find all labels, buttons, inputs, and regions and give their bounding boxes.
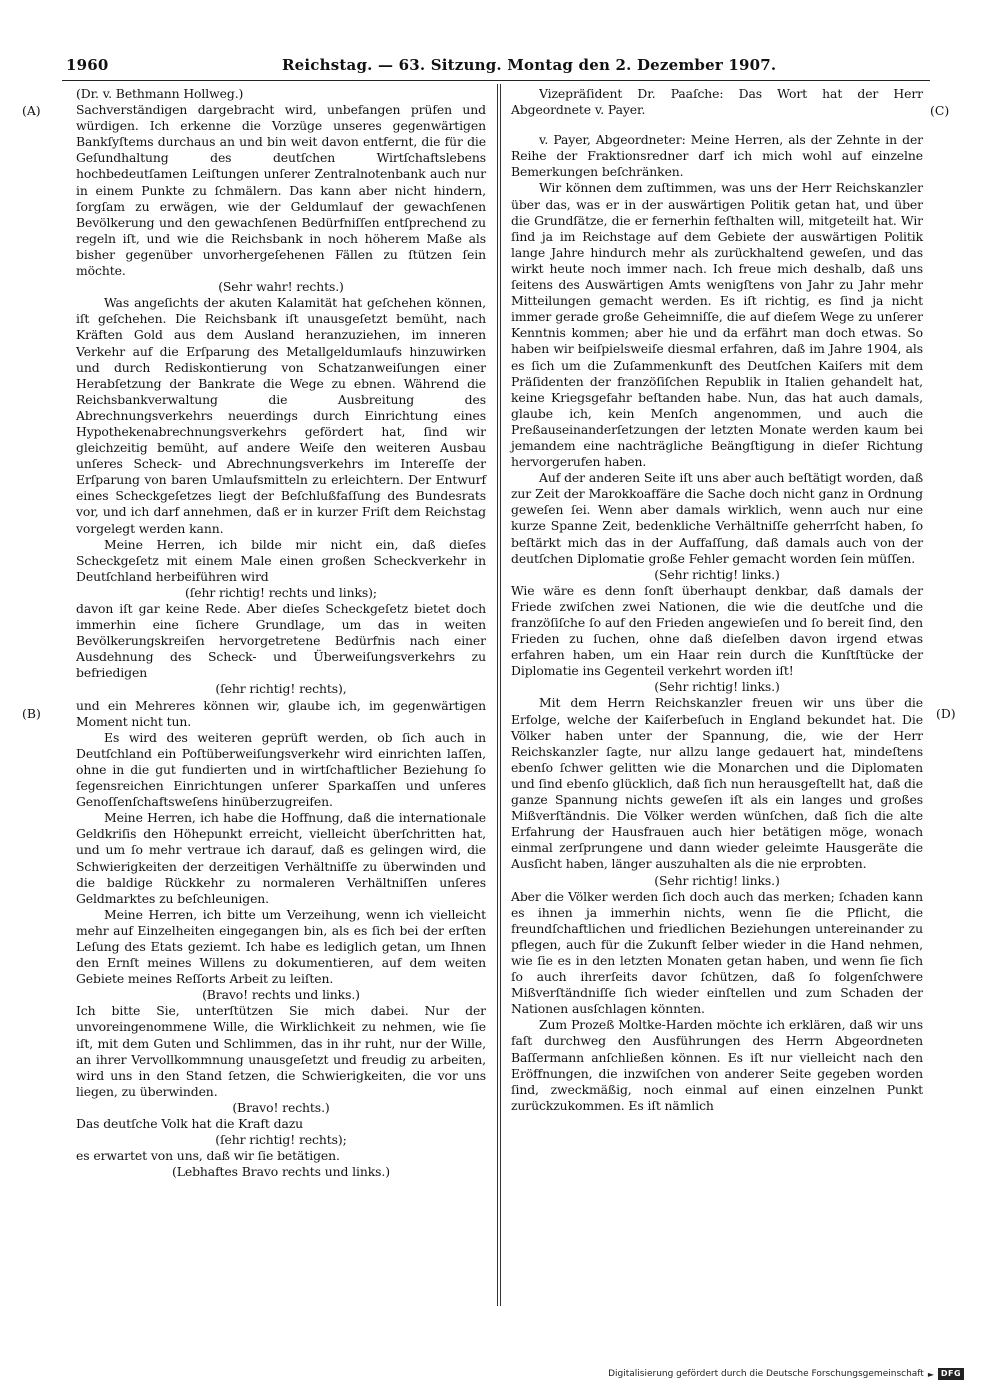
running-title: Reichstag. — 63. Sitzung. Montag den 2. Dezember 1907. xyxy=(282,56,777,74)
paragraph: Meine Herren, ich bitte um Verzeihung, wenn ich vielleicht mehr auf Einzelheiten eingegangen bin, als es ſich bei der erſten Leſung des Etats geziemt. Ich habe es lediglich getan, um Ihnen den Ernſt meines Willens zu dokumentieren, auf dem weiten Gebiete meines Reſſorts Arbeit zu leiſten. xyxy=(76,906,486,987)
paragraph: Vizepräſident Dr. Paaſche: Das Wort hat der Herr Abgeordnete v. Payer. xyxy=(511,86,923,118)
margin-marker-a: (A) xyxy=(22,103,41,118)
interjection: (Bravo! rechts und links.) xyxy=(202,987,360,1003)
paragraph: Auf der anderen Seite iſt uns aber auch beſtätigt worden, daß zur Zeit der Marokkoaffäre die Sache doch nicht ganz in Ordnung geweſen ſei. Wenn aber damals wirklich, wenn auch nur eine kurze Spanne Zeit, bedenkliche Verhältniſſe geherrſcht haben, ſo beſtärkt mich das in der Auffaſſung, daß damals auch von der deutſchen Diplomatie große Fehler gemacht worden ſein müſſen. xyxy=(511,470,923,566)
arrow-icon: ► xyxy=(927,1369,934,1379)
interjection: (ſehr richtig! rechts); xyxy=(215,1132,347,1148)
interjection: (Bravo! rechts.) xyxy=(232,1099,330,1115)
paragraph: Mit dem Herrn Reichskanzler freuen wir uns über die Erfolge, welche der Kaiſerbeſuch in England bekundet hat. Die Völker haben unter der Spannung, die, wie der Herr Reichskanzler ſagte, nur allzu lange gedauert hat, mindeſtens ebenſo ſchwer gelitten wie die Monarchen und die Diplomaten und ſind ebenſo glücklich, daß ſich nun herausgeſtellt hat, daß die ganze Spannung nichts geweſen iſt als ein langes und großes Mißverſtändnis. Die Völker werden wünſchen, daß ſich die alte Erfahrung der Hausfrauen auch hier betätigen möge, wonach einmal zerſprungene und dann wieder geleimte Hausgeräte die Ausſicht haben, länger auszuhalten als die nie erprobten. xyxy=(511,695,923,872)
paragraph: Ich bitte Sie, unterſtützen Sie mich dabei. Nur der unvoreingenommene Wille, die Wirklichkeit zu nehmen, wie ſie iſt, mit dem Guten und Schlimmen, das in ihr ruht, nur der Wille, an ihrer Vervollkommnung unausgeſetzt und freudig zu arbeiten, wird uns in den Stand ſetzen, die Schwierigkeiten, die vor uns liegen, zu überwinden. xyxy=(76,1003,486,1099)
paragraph: Meine Herren, ich bilde mir nicht ein, daß dieſes Scheckgeſetz mit einem Male einen großen Scheckverkehr in Deutſchland herbeiführen wird xyxy=(76,536,486,584)
dfg-logo: DFG xyxy=(938,1368,964,1380)
paragraph: Aber die Völker werden ſich doch auch das merken; ſchaden kann es ihnen ja immerhin nichts, wenn ſie die Pflicht, die freundſchaftlichen und friedlichen Beziehungen untereinander zu pflegen, auch für die Zukunft ſelber wieder in die Hand nehmen, wie ſie es in den letzten Monaten getan haben, und wenn ſie ſich ſo auch ihrerſeits davor ſchützen, daß ſo folgenſchwere Mißverſtändniſſe ſich wieder einſtellen und zum Schaden der Nationen ausſchlagen könnten. xyxy=(511,888,923,1017)
paragraph: Das deutſche Volk hat die Kraft dazu xyxy=(76,1116,304,1131)
right-column xyxy=(511,86,923,1114)
paragraph: Sachverständigen dargebracht wird, unbefangen prüfen und würdigen. Ich erkenne die Vorzüge unseres gegenwärtigen Bankſyſtems durchaus an und bin weit davon entfernt, die für die Geſundhaltung des deutſchen Wirtſchaftslebens hochbedeutſamen Leiſtungen unſerer Zentralnotenbank auch nur in einem Punkte zu ſchmälern. Das kann aber nicht hindern, ſorgſam zu erwägen, wie der Geldumlauf der gewachſenen Bevölkerung und den gewachſenen Bedürfniſſen entſprechend zu regeln iſt, und wie die Reichsbank in noch höherem Maße als bisher gegenüber unvorhergeſehenen Fällen zu ſtützen ſein möchte. xyxy=(76,102,486,279)
interjection: (ſehr richtig! rechts), xyxy=(215,681,347,697)
paragraph: und ein Mehreres können wir, glaube ich, im gegenwärtigen Moment nicht tun. xyxy=(76,697,486,729)
interjection: (Sehr richtig! links.) xyxy=(654,679,780,695)
paragraph: Wie wäre es denn ſonſt überhaupt denkbar, daß damals der Friede zwiſchen zwei Nationen, die wie die deutſche und die franzöſiſche ſo auf den Frieden angewieſen und ſo bereit ſind, den Frieden zu ſuchen, ohne daß dieſelben davon irgend etwas erfahren haben, um ein Haar rein durch die Kunſtſtücke der Diplomatie ins Gegenteil verkehrt worden iſt! xyxy=(511,582,923,679)
paragraph: Wir können dem zuſtimmen, was uns der Herr Reichskanzler über das, was er in der auswärtigen Politik getan hat, und über die Grundſätze, die er fernerhin feſthalten will, mitgeteilt hat. Wir ſind ja im Reichstage auf dem Gebiete der auswärtigen Politik lange Jahre hindurch mehr als zurückhaltend geweſen, und das wirkt heute noch immer nach. Ich freue mich deshalb, daß uns ſeitens des Auswärtigen Amts wenigſtens von Jahr zu Jahr mehr Mitteilungen gemacht werden. Es iſt richtig, es ſind ja nicht immer gerade große Geheimniſſe, die auf dieſem Wege zu unſerer Kenntnis kommen; aber hie und da erfährt man doch etwas. So haben wir beiſpielsweiſe diesmal erfahren, daß im Jahre 1904, als es ſich um die Zuſammenkunft des Deutſchen Kaiſers mit dem Präſidenten der franzöſiſchen Republik in Italien gehandelt hat, keine Kriegsgefahr beſtanden habe. Nun, das hat auch damals, glaube ich, kein Menſch angenommen, und auch die Preßauseinanderſetzungen der letzten Monate werden kaum bei jemandem eine nachträgliche Beängſtigung in dieſer Richtung hervorgerufen haben. xyxy=(511,180,923,470)
interjection: (Sehr wahr! rechts.) xyxy=(218,279,344,295)
interjection: (Lebhaftes Bravo rechts und links.) xyxy=(171,1164,391,1180)
margin-marker-b: (B) xyxy=(22,706,41,721)
margin-marker-c: (C) xyxy=(930,103,950,118)
paragraph: Was angeſichts der akuten Kalamität hat geſchehen können, iſt geſchehen. Die Reichsbank iſt unausgeſetzt bemüht, nach Kräften Gold aus dem Ausland heranzuziehen, im inneren Verkehr auf die Erſparung des Metallgeldumlaufs hinzuwirken und durch Rediskontierung von Schatzanweiſungen einer Herabſetzung der Bankrate die Wege zu ebnen. Während die Reichsbankverwaltung die Ausbreitung des Abrechnungsverkehrs neuerdings durch Einrichtung eines Hypothekenabrechnungsverkehrs gefördert hat, ſind wir gleichzeitig bemüht, auf andere Weiſe den weiteren Ausbau unſeres Scheck- und Abrechnungsverkehrs im Intereſſe der Erſparung von baren Umlaufsmitteln zu erleichtern. Der Entwurf eines Scheckgeſetzes liegt der Beſchlußfaſſung des Bundesrats vor, und ich darf annehmen, daß er in kurzer Friſt dem Reichstag vorgelegt werden kann. xyxy=(76,295,486,536)
column-divider xyxy=(497,84,498,1306)
paragraph: v. Payer, Abgeordneter: Meine Herren, als der Zehnte in der Reihe der Fraktionsredner darf ich mich wohl auf einzelne Bemerkungen beſchränken. xyxy=(511,132,923,180)
interjection: (ſehr richtig! rechts und links); xyxy=(185,584,377,600)
interjection: (Sehr richtig! links.) xyxy=(654,566,780,582)
paragraph: davon iſt gar keine Rede. Aber dieſes Scheckgeſetz bietet doch immerhin eine ſichere Grundlage, um das in weiten Bevölkerungskreiſen hervorgetretene Bedürfnis nach einer Ausdehnung des Scheck- und Überweiſungsverkehrs zu befriedigen xyxy=(76,601,486,681)
paragraph: Es wird des weiteren geprüft werden, ob ſich auch in Deutſchland ein Poſtüberweiſungsverkehr wird einrichten laſſen, ohne in die gut fundierten und in wirtſchaftlicher Beziehung ſo ſegensreichen Einrichtungen unſerer Sparkaſſen und unſeres Genoſſenſchaftsweſens hinüberzugreifen. xyxy=(76,729,486,810)
paragraph: Meine Herren, ich habe die Hoffnung, daß die internationale Geldkriſis den Höhepunkt erreicht, vielleicht überſchritten hat, und um ſo mehr vertraue ich darauf, daß es gelingen wird, die Schwierigkeiten der derzeitigen Verhältniſſe zu überwinden und die baldige Rückkehr zu normaleren Verhältniſſen unſeres Geldmarktes zu beſchleunigen. xyxy=(76,810,486,906)
paragraph: es erwartet von uns, daß wir ſie betätigen. xyxy=(76,1148,340,1164)
page-header xyxy=(62,52,930,81)
left-column xyxy=(76,86,486,1180)
column-divider xyxy=(500,84,501,1306)
margin-marker-d: (D) xyxy=(936,706,956,721)
page-number: 1960 xyxy=(66,56,109,74)
credit-text: Digitalisierung gefördert durch die Deutsche Forschungsgemeinschaft xyxy=(608,1369,924,1379)
speaker-tag: (Dr. v. Bethmann Hollweg.) xyxy=(76,86,244,101)
digitization-credit xyxy=(608,1368,964,1380)
interjection: (Sehr richtig! links.) xyxy=(654,872,780,888)
paragraph: Zum Prozeß Moltke-Harden möchte ich erklären, daß wir uns faſt durchweg den Ausführungen des Herrn Abgeordneten Baſſermann anſchließen können. Es iſt nur vielleicht nach den Eröffnungen, die inzwiſchen von anderer Seite gegeben worden ſind, zweckmäßig, noch einmal auf einen einzelnen Punkt zurückzukommen. Es iſt nämlich xyxy=(511,1017,923,1113)
